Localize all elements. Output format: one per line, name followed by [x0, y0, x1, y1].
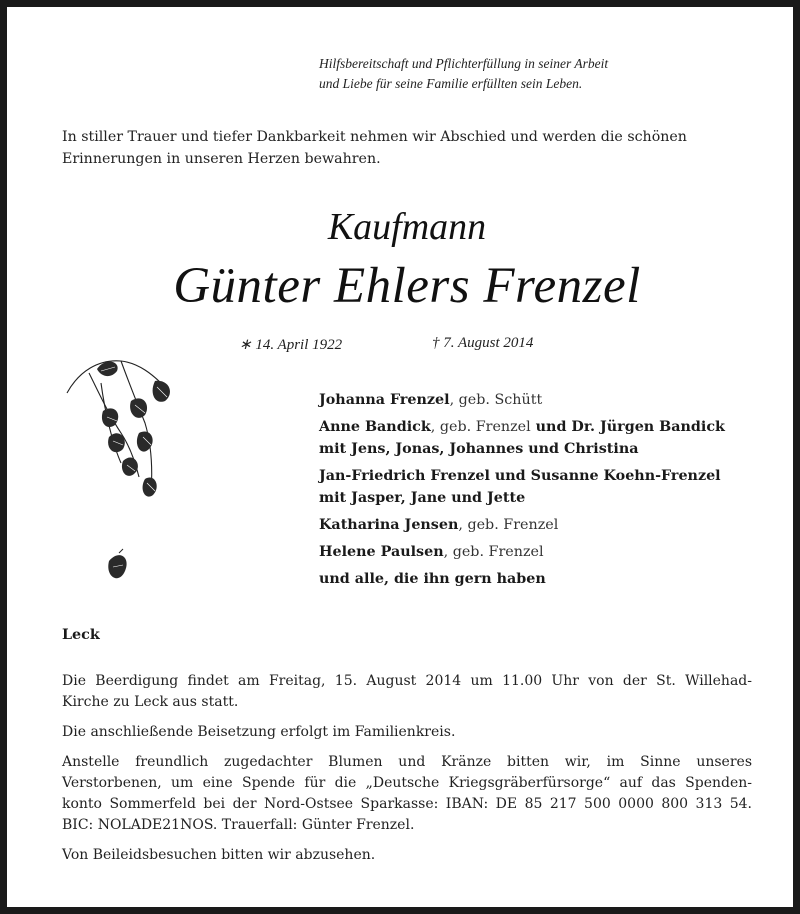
mourner-maiden-name: , geb. Frenzel [443, 544, 544, 560]
profession-title: Kaufmann [327, 206, 487, 248]
place-name: Leck [62, 627, 100, 643]
mourner-entry [319, 514, 779, 536]
mourner-spouse: und Dr. Jürgen Bandick [530, 419, 725, 435]
mourner-closing: und alle, die ihn gern haben [319, 571, 546, 587]
mourner-entry [319, 416, 779, 460]
mourner-children: mit Jens, Jonas, Johannes und Christina [319, 441, 639, 457]
birth-date: ∗ 14. April 1922 [239, 337, 343, 353]
condolence-paragraph [62, 845, 752, 866]
deceased-name: Günter Ehlers Frenzel [173, 258, 641, 314]
mourner-maiden-name: , geb. Frenzel [458, 517, 559, 533]
text-line: Die anschließende Beisetzung erfolgt im Familienkreis. [62, 724, 456, 740]
text-line: Die Beerdigung findet am Freitag, 15. August 2014 um 11.00 Uhr von der St. Willehad- [62, 673, 752, 689]
text-line: konto Sommerfeld bei der Nord-Ostsee Sparkasse: IBAN: DE 85 217 500 0000 800 313 54. [62, 796, 752, 812]
death-date: † 7. August 2014 [432, 335, 534, 351]
mourner-entry [319, 541, 779, 563]
mourner-name: Jan-Friedrich Frenzel und Susanne Koehn-Frenzel [319, 468, 721, 484]
mourner-name: Katharina Jensen [319, 517, 459, 533]
funeral-paragraph [62, 671, 752, 713]
mourner-name: Johanna Frenzel [319, 392, 450, 408]
motto-line: und Liebe für seine Familie erfüllten sein Leben. [319, 76, 583, 91]
intro-line: In stiller Trauer und tiefer Dankbarkeit nehmen wir Abschied und werden die schönen [62, 129, 687, 145]
birch-leaves-icon [59, 353, 189, 603]
text-line: Von Beileidsbesuchen bitten wir abzusehen. [62, 847, 376, 863]
donation-paragraph [62, 752, 752, 836]
mourners-list [319, 389, 779, 595]
intro-text [62, 126, 762, 170]
mourner-entry [319, 465, 779, 509]
mourner-children: mit Jasper, Jane und Jette [319, 490, 526, 506]
mourner-maiden-name: , geb. Schütt [449, 392, 543, 408]
text-line: Anstelle freundlich zugedachter Blumen und Kränze bitten wir, im Sinne unseres [62, 754, 752, 770]
mourner-name: Helene Paulsen [319, 544, 444, 560]
text-line: Kirche zu Leck aus statt. [62, 694, 239, 710]
motto-line: Hilfsbereitschaft und Pflichterfüllung in seiner Arbeit [319, 56, 609, 71]
funeral-notes [62, 671, 752, 875]
text-line: BIC: NOLADE21NOS. Trauerfall: Günter Frenzel. [62, 817, 415, 833]
motto [319, 54, 759, 94]
mourner-entry [319, 389, 779, 411]
text-line: Verstorbenen, um eine Spende für die „Deutsche Kriegsgräberfürsorge“ auf das Spenden- [62, 775, 752, 791]
mourner-name: Anne Bandick [319, 419, 431, 435]
mourner-maiden-name: , geb. Frenzel [430, 419, 531, 435]
intro-line: Erinnerungen in unseren Herzen bewahren. [62, 151, 381, 167]
mourner-entry [319, 568, 779, 590]
burial-paragraph [62, 722, 752, 743]
